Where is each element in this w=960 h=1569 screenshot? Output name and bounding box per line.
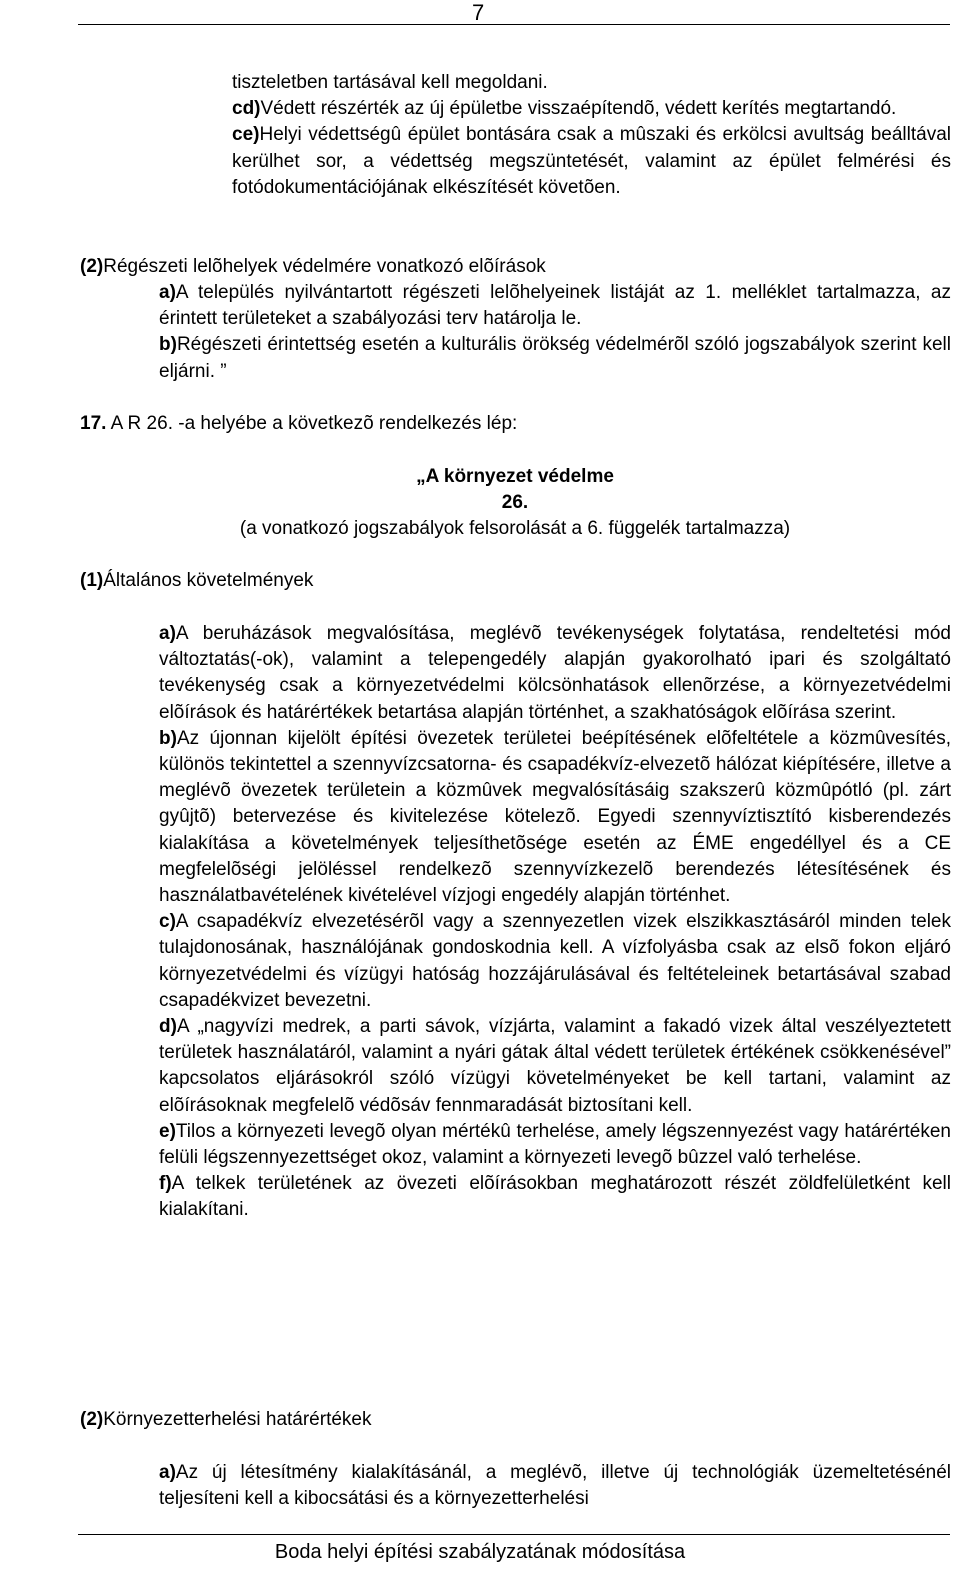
kornyezetterhelesi-items	[159, 1460, 951, 1512]
point-text: A R 26. -a helyébe a következõ rendelkezés lép:	[106, 413, 518, 434]
header-rule	[78, 24, 950, 25]
altalanos-item-a	[159, 621, 951, 726]
altalanos-item-d	[159, 1014, 951, 1119]
altalanos-item-f	[159, 1171, 951, 1223]
item-text: A beruházások megvalósítása, meglévõ tevékenységek folytatása, rendeltetési mód változtatás(-ok), valamint a telepengedély alapján gyakorolható ipari és szolgáltató tevékenység csak a környezetvédelmi kölcsönhatások ellenõrzése, a környezetvédelmi elõírások és határértékek betartása alapján történhet, a szakhatóságok elõírása szerint.	[159, 623, 951, 723]
page-number: 7	[472, 0, 485, 25]
item-label: d)	[159, 1016, 177, 1038]
altalanos-heading	[80, 568, 951, 594]
item-label: ce)	[232, 124, 260, 146]
item-text: A telkek területének az övezeti elõírásokban meghatározott részét zöldfelületként kell kialakítani.	[159, 1173, 951, 1221]
item-text: Tilos a környezeti levegõ olyan mértékû terhelése, amely légszennyezést vagy határértéken felüli légszennyezettséget okoz, valamint a környezeti levegõ bûzzel való terhelése.	[159, 1120, 951, 1169]
heading-text: Régészeti lelõhelyek védelmére vonatkozó elõírások	[103, 256, 546, 277]
item-label: b)	[159, 727, 177, 749]
item-label: cd)	[232, 98, 261, 120]
item-text: A „nagyvízi medrek, a parti sávok, vízjárta, valamint a fakadó vizek által veszélyeztetett területek használatáról, valamint a nyári gátak által védett területek értékének csökkenésével” kapcsolatos eljárásokról szóló vízügyi követelményeket be kell tartani, valamint az elõírásoknak megfelelõ védõsáv fennmaradását biztosítani kell.	[159, 1016, 951, 1116]
intro-item-cd	[232, 96, 951, 122]
point-17	[80, 411, 951, 437]
intro-block	[232, 70, 951, 201]
point-label: 17.	[80, 413, 107, 434]
item-text: Az újonnan kijelölt építési övezetek területei beépítésének elõfeltétele a közmûvesítés, különös tekintettel a szennyvízcsatorna- és csapadékvíz-elvezetõ hálózat kiépítésére, illetve a meglévõ övezetek területein a közmûvek megvalósításáig szakszerû közmûpótló (pl. zárt gyûjtõ) betervezése és kivitelezése kötelezõ. Egyedi szennyvíztisztító kisberendezés kialakítása a követelmények teljesíthetõsége esetén az ÉME engedéllyel és a CE megfelelõségi jelöléssel rendelkezõ szennyvízkezelõ berendezés létesítésének és használatbavételének kivételével vízjogi engedély alapján történhet.	[159, 727, 951, 907]
regeszeti-item-a	[159, 280, 951, 332]
item-label: c)	[159, 911, 176, 933]
intro-item-ce	[232, 122, 951, 201]
altalanos-item-b	[159, 726, 951, 909]
item-text: Régészeti érintettség esetén a kulturális örökség védelmérõl szóló jogszabályok szerint kell eljárni. ”	[159, 334, 951, 382]
item-label: f)	[159, 1173, 172, 1195]
footer-rule	[78, 1534, 950, 1535]
item-label: a)	[159, 1462, 176, 1483]
item-label: a)	[159, 282, 176, 303]
item-text: Helyi védettségû épület bontására csak a mûszaki és erkölcsi avultság beálltával kerülhet sor, a védettség megszüntetését, valamint az épület felmérési és fotódokumentációjának elkészítését követõen.	[232, 124, 951, 198]
heading-label: (2)	[80, 1409, 104, 1430]
kornyezetterhelesi-heading	[80, 1407, 951, 1433]
item-text: Az új létesítmény kialakításánál, a meglévõ, illetve új technológiák üzemeltetésénél teljesíteni kell a kibocsátási és a környezetterhelési	[159, 1462, 951, 1510]
item-label: e)	[159, 1120, 176, 1142]
page-footer: Boda helyi építési szabályzatának módosítása	[274, 1541, 686, 1563]
altalanos-items	[159, 621, 951, 1224]
heading-label: (1)	[80, 570, 104, 591]
item-text: A település nyilvántartott régészeti lelõhelyeinek listáját az 1. melléklet tartalmazza, az érintett területeket a szabályozási terv határolja le.	[159, 282, 951, 330]
altalanos-item-e	[159, 1119, 951, 1171]
heading-label: (2)	[80, 256, 104, 277]
item-text: A csapadékvíz elvezetésérõl vagy a szennyezetlen vizek elszikkasztásáról minden telek tulajdonosának, használójának gondoskodnia kell. A vízfolyásba csak az elsõ fokon eljáró környezetvédelmi és vízügyi hatóság hozzájárulásával és feltételeinek betartásával szabad csapadékvizet bevezetni.	[159, 911, 951, 1011]
heading-text: Általános követelmények	[103, 570, 314, 591]
section-number: 26.	[501, 492, 529, 514]
item-label: a)	[159, 623, 176, 644]
kornyezetterhelesi-item-a	[159, 1460, 951, 1512]
heading-text: Környezetterhelési határértékek	[103, 1409, 372, 1430]
section-header	[170, 464, 860, 543]
section-subtitle: (a vonatkozó jogszabályok felsorolását a 6. függelék tartalmazza)	[239, 518, 791, 540]
section-title: „A környezet védelme	[416, 466, 614, 487]
altalanos-item-c	[159, 909, 951, 1014]
item-label: b)	[159, 334, 177, 356]
regeszeti-heading	[80, 254, 951, 280]
regeszeti-item-b	[159, 332, 951, 384]
regeszeti-items	[159, 280, 951, 385]
item-text: Védett részérték az új épületbe visszaépítendõ, védett kerítés megtartandó.	[260, 98, 897, 120]
intro-line: tiszteletben tartásával kell megoldani.	[232, 72, 548, 93]
